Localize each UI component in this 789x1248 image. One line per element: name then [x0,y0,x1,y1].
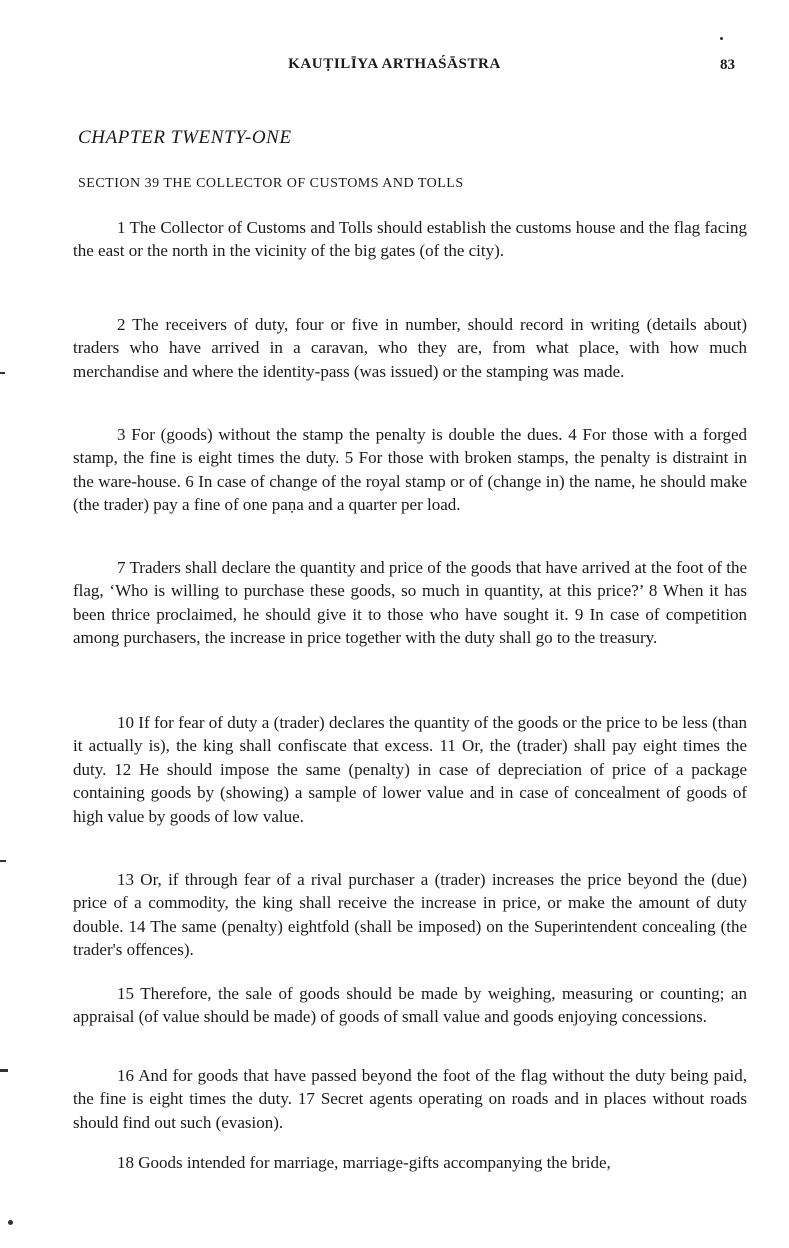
paragraph: 3 For (goods) without the stamp the penalty is double the dues. 4 For those with a forged stamp, the fine is eight times the duty. 5 For those with broken stamps, the penalty is distraint in the ware-house. 6 In case of change of the royal stamp or of (change in) the name, he should make (the trader) pay a fine of one paṇa and a quarter per load. [73,425,747,515]
chapter-title: CHAPTER TWENTY-ONE [78,127,292,148]
scan-speck [720,37,723,40]
paragraph: 15 Therefore, the sale of goods should be made by weighing, measuring or counting; an appraisal (of value should be made) of goods of small value and goods enjoying concessions. [73,984,747,1027]
scan-speck [0,372,5,374]
scan-speck [0,860,6,862]
page-number: 83 [720,57,735,73]
paragraph: 16 And for goods that have passed beyond the foot of the flag without the duty being paid, the fine is eight times the duty. 17 Secret agents operating on roads and in places without roads should find out such (evasion). [73,1066,747,1132]
paragraph: 13 Or, if through fear of a rival purchaser a (trader) increases the price beyond the (due) price of a commodity, the king shall receive the increase in price, or make the amount of duty double. 14 The same (penalty) eightfold (shall be imposed) on the Superintendent concealing (the trader's offences). [73,870,747,960]
header-title: KAUṬILĪYA ARTHAŚĀSTRA [288,56,501,72]
section-heading: SECTION 39 THE COLLECTOR OF CUSTOMS AND TOLLS [78,176,464,191]
paragraph: 7 Traders shall declare the quantity and price of the goods that have arrived at the foot of the flag, ‘Who is willing to purchase these goods, so much in quantity, at this price?’ 8 When it has been thrice proclaimed, he should give it to those who have sought it. 9 In case of competition among purchasers, the increase in price together with the duty shall go to the treasury. [73,558,747,648]
paragraph: 2 The receivers of duty, four or five in number, should record in writing (details about) traders who have arrived in a caravan, who they are, from what place, with how much merchandise and where the identity-pass (was issued) or the stamping was made. [73,315,747,381]
paragraph: 10 If for fear of duty a (trader) declares the quantity of the goods or the price to be less (than it actually is), the king shall confiscate that excess. 11 Or, the (trader) shall pay eight times the duty. 12 He should impose the same (penalty) in case of depreciation of price of a package containing goods by (showing) a sample of lower value and in case of concealment of goods of high value by goods of low value. [73,713,747,826]
paragraph: 18 Goods intended for marriage, marriage-gifts accompanying the bride, [117,1153,611,1172]
scan-speck [8,1220,13,1225]
paragraph: 1 The Collector of Customs and Tolls should establish the customs house and the flag facing the east or the north in the vicinity of the big gates (of the city). [73,218,747,261]
scan-speck [0,1069,8,1072]
